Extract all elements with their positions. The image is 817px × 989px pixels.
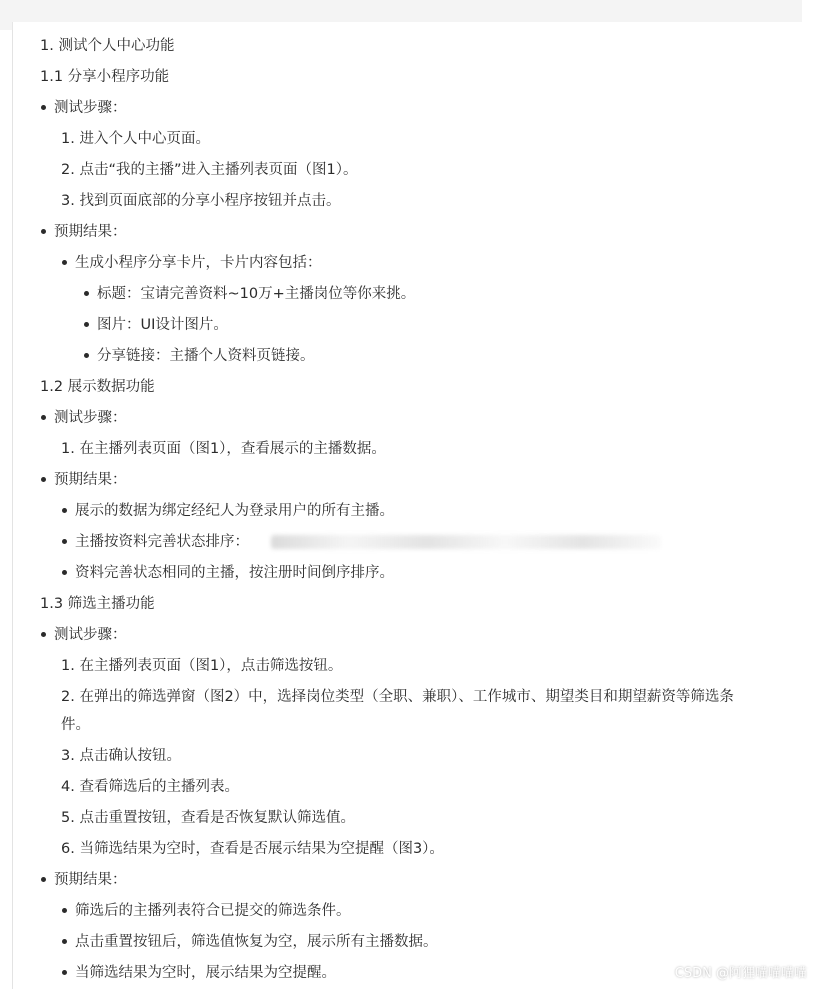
list-item-expected: 预期结果： [54, 472, 127, 488]
list-item-test-steps: 测试步骤： [54, 627, 127, 643]
list-item-result-sort: 主播按资料完善状态排序： [75, 534, 249, 550]
redacted-text-blur [271, 535, 661, 549]
list-item-test-steps: 测试步骤： [54, 100, 127, 116]
heading-1-1: 1.1 分享小程序功能 [40, 69, 170, 85]
list-item-step-3: 3. 找到页面底部的分享小程序按钮并点击。 [61, 193, 341, 209]
bullet-dot [62, 970, 67, 975]
list-item-step-2: 2. 在弹出的筛选弹窗（图2）中，选择岗位类型（全职、兼职）、工作城市、期望类目和期望薪资等筛选条 [61, 689, 734, 705]
list-item-step-1: 1. 在主播列表页面（图1），点击筛选按钮。 [61, 658, 343, 674]
bullet-dot [62, 260, 67, 265]
heading-1-2: 1.2 展示数据功能 [40, 379, 155, 395]
bullet-dot [41, 632, 46, 637]
list-item-sub-image: 图片：UI设计图片。 [97, 317, 228, 333]
list-item-result: 筛选后的主播列表符合已提交的筛选条件。 [75, 903, 351, 919]
list-item-step-2: 2. 点击“我的主播”进入主播列表页面（图1）。 [61, 162, 358, 178]
bullet-dot [62, 908, 67, 913]
bullet-dot [62, 939, 67, 944]
top-bar [0, 0, 817, 30]
heading-1: 1. 测试个人中心功能 [40, 38, 175, 54]
list-item-step-5: 5. 点击重置按钮，查看是否恢复默认筛选值。 [61, 810, 355, 826]
list-item-result: 展示的数据为绑定经纪人为登录用户的所有主播。 [75, 503, 394, 519]
list-item-step-3: 3. 点击确认按钮。 [61, 748, 181, 764]
right-margin [802, 0, 817, 989]
bullet-dot [62, 539, 67, 544]
heading-1-3: 1.3 筛选主播功能 [40, 596, 155, 612]
list-item-result: 当筛选结果为空时，展示结果为空提醒。 [75, 965, 336, 981]
list-item-sub-title: 标题：宝请完善资料~10万+主播岗位等你来挑。 [97, 286, 416, 302]
bullet-dot [41, 229, 46, 234]
list-item-result: 资料完善状态相同的主播，按注册时间倒序排序。 [75, 565, 394, 581]
list-item-step-2-continued: 件。 [61, 717, 90, 733]
bullet-dot [41, 105, 46, 110]
bullet-dot [84, 291, 89, 296]
bullet-dot [84, 322, 89, 327]
list-item-result: 生成小程序分享卡片，卡片内容包括： [75, 255, 322, 271]
bullet-dot [41, 415, 46, 420]
csdn-watermark: CSDN @阿狸喵喵喵喵 [674, 966, 807, 981]
list-item-step-4: 4. 查看筛选后的主播列表。 [61, 779, 239, 795]
top-bar-inner [12, 22, 803, 30]
list-item-expected: 预期结果： [54, 872, 127, 888]
list-item-test-steps: 测试步骤： [54, 410, 127, 426]
list-item-sub-link: 分享链接：主播个人资料页链接。 [97, 348, 315, 364]
document-content [12, 30, 803, 989]
list-item-step-6: 6. 当筛选结果为空时，查看是否展示结果为空提醒（图3）。 [61, 841, 444, 857]
bullet-dot [62, 570, 67, 575]
bullet-dot [62, 508, 67, 513]
bullet-dot [41, 477, 46, 482]
list-item-step-1: 1. 进入个人中心页面。 [61, 131, 210, 147]
list-item-expected: 预期结果： [54, 224, 127, 240]
list-item-result: 点击重置按钮后，筛选值恢复为空，展示所有主播数据。 [75, 934, 438, 950]
bullet-dot [84, 353, 89, 358]
list-item-step-1: 1. 在主播列表页面（图1），查看展示的主播数据。 [61, 441, 386, 457]
bullet-dot [41, 877, 46, 882]
